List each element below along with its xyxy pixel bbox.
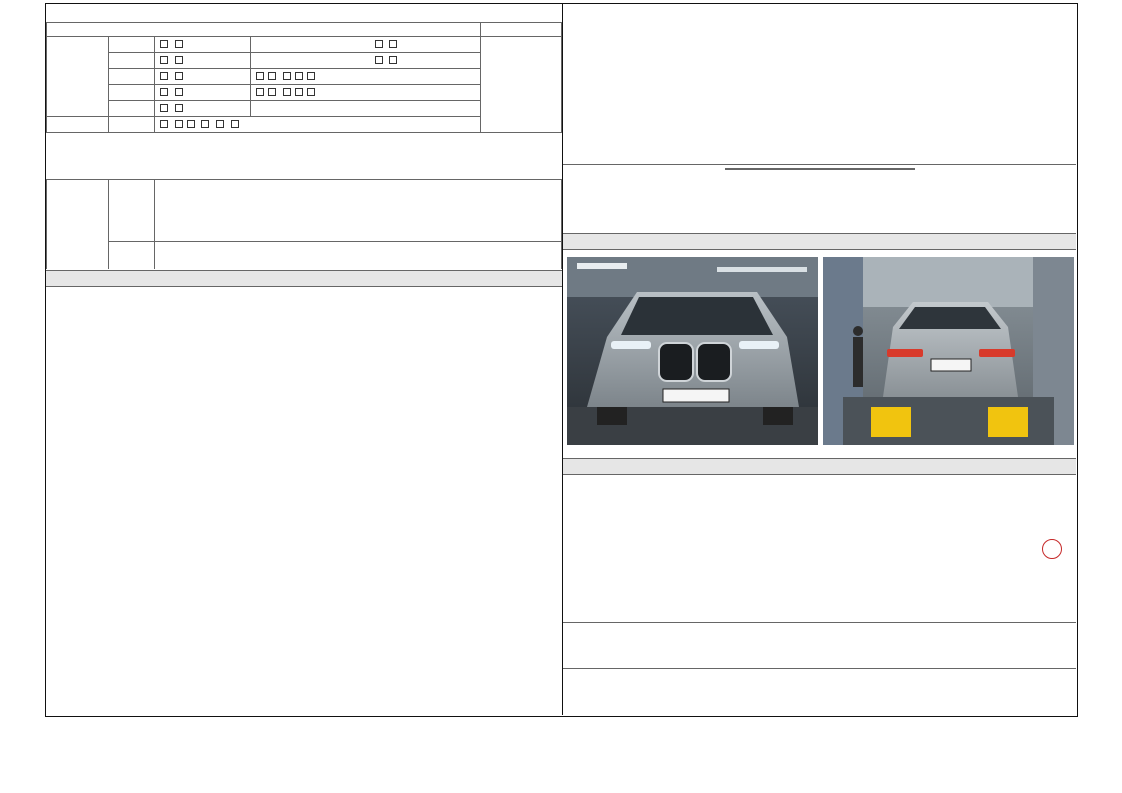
car-front-image	[567, 257, 818, 445]
opinion-label	[47, 180, 109, 270]
row-interior-cell	[251, 36, 481, 52]
notes-section	[46, 270, 562, 715]
fee-section	[563, 668, 1076, 715]
car-rear-image	[823, 257, 1074, 445]
price-guarantee-section	[563, 4, 1076, 162]
tire-driver-front-checkbox[interactable]	[256, 88, 264, 96]
room-cleaning-good-checkbox[interactable]	[375, 56, 383, 64]
other-info-section	[46, 4, 562, 136]
inspection-record-page	[45, 3, 1078, 717]
seal-stamp	[1042, 539, 1062, 559]
inspection-photo-front	[567, 257, 818, 445]
repair-needed-label	[47, 36, 109, 116]
inspection-photo-rear	[823, 257, 1074, 445]
final-price-line	[46, 141, 562, 158]
final-price-desc	[46, 161, 562, 171]
signature-line2	[563, 481, 1076, 493]
row-room-cleaning-cell	[251, 52, 481, 68]
row-tire-options	[155, 84, 251, 100]
price-def-text	[563, 170, 1076, 174]
basic-items-options	[155, 116, 481, 132]
row-tire-position-cell	[251, 84, 481, 100]
interior-bad-checkbox[interactable]	[389, 40, 397, 48]
receipt-date-line	[749, 646, 838, 657]
gloss-good-checkbox[interactable]	[160, 56, 168, 64]
row-glass-options	[155, 100, 251, 116]
row-exterior-label	[109, 36, 155, 52]
price-def-section	[563, 164, 1076, 232]
receipt-line	[563, 630, 1076, 641]
tire-bad-checkbox[interactable]	[175, 88, 183, 96]
wheel-emergency-checkbox[interactable]	[307, 72, 315, 80]
photos-bar	[563, 233, 1076, 250]
wheel-passenger-rear-checkbox[interactable]	[295, 72, 303, 80]
jack-checkbox[interactable]	[216, 120, 224, 128]
room-cleaning-bad-checkbox[interactable]	[389, 56, 397, 64]
tire-passenger-rear-checkbox[interactable]	[295, 88, 303, 96]
manual-checkbox[interactable]	[187, 120, 195, 128]
tire-passenger-front-checkbox[interactable]	[283, 88, 291, 96]
notes-bar	[46, 270, 562, 287]
price-unit-cell	[481, 36, 562, 132]
row-wheel-label	[109, 68, 155, 84]
wheel-good-checkbox[interactable]	[160, 72, 168, 80]
row-wheel-position-cell	[251, 68, 481, 84]
opinion-table	[46, 179, 562, 269]
receipt-divider	[563, 622, 1076, 623]
wheel-driver-rear-checkbox[interactable]	[268, 72, 276, 80]
row-wheel-options	[155, 68, 251, 84]
interior-good-checkbox[interactable]	[375, 40, 383, 48]
col-item-header	[47, 22, 481, 36]
appraiser-opinion-text	[155, 242, 562, 270]
col-price-header	[481, 22, 562, 36]
wheel-driver-front-checkbox[interactable]	[256, 72, 264, 80]
glass-good-checkbox[interactable]	[160, 104, 168, 112]
row-gloss-label	[109, 52, 155, 68]
right-column	[563, 4, 1076, 715]
appraiser-opinion-label	[109, 242, 155, 270]
signature-section	[563, 458, 1076, 668]
exterior-bad-checkbox[interactable]	[175, 40, 183, 48]
row-tire-label	[109, 84, 155, 100]
tire-driver-rear-checkbox[interactable]	[268, 88, 276, 96]
exterior-good-checkbox[interactable]	[160, 40, 168, 48]
tire-good-checkbox[interactable]	[160, 88, 168, 96]
tire-emergency-checkbox[interactable]	[307, 88, 315, 96]
basic-items-label	[47, 116, 109, 132]
wheel-passenger-front-checkbox[interactable]	[283, 72, 291, 80]
glass-bad-checkbox[interactable]	[175, 104, 183, 112]
signature-bar	[563, 458, 1076, 475]
inspector-opinion-label	[109, 180, 155, 242]
spanner-checkbox[interactable]	[231, 120, 239, 128]
row-gloss-options	[155, 52, 251, 68]
row-exterior-options	[155, 36, 251, 52]
inspector-opinion-text	[155, 180, 562, 242]
other-info-title-cell	[47, 4, 562, 22]
holding-status-label	[109, 116, 155, 132]
opinion-section	[46, 179, 562, 269]
row-glass-empty	[251, 100, 481, 116]
gloss-bad-checkbox[interactable]	[175, 56, 183, 64]
basic-has-checkbox[interactable]	[160, 120, 168, 128]
basic-none-checkbox[interactable]	[175, 120, 183, 128]
row-glass-label	[109, 100, 155, 116]
wheel-bad-checkbox[interactable]	[175, 72, 183, 80]
other-info-table	[46, 4, 562, 133]
triangle-checkbox[interactable]	[201, 120, 209, 128]
final-price-section	[46, 138, 562, 178]
left-column	[46, 4, 563, 715]
